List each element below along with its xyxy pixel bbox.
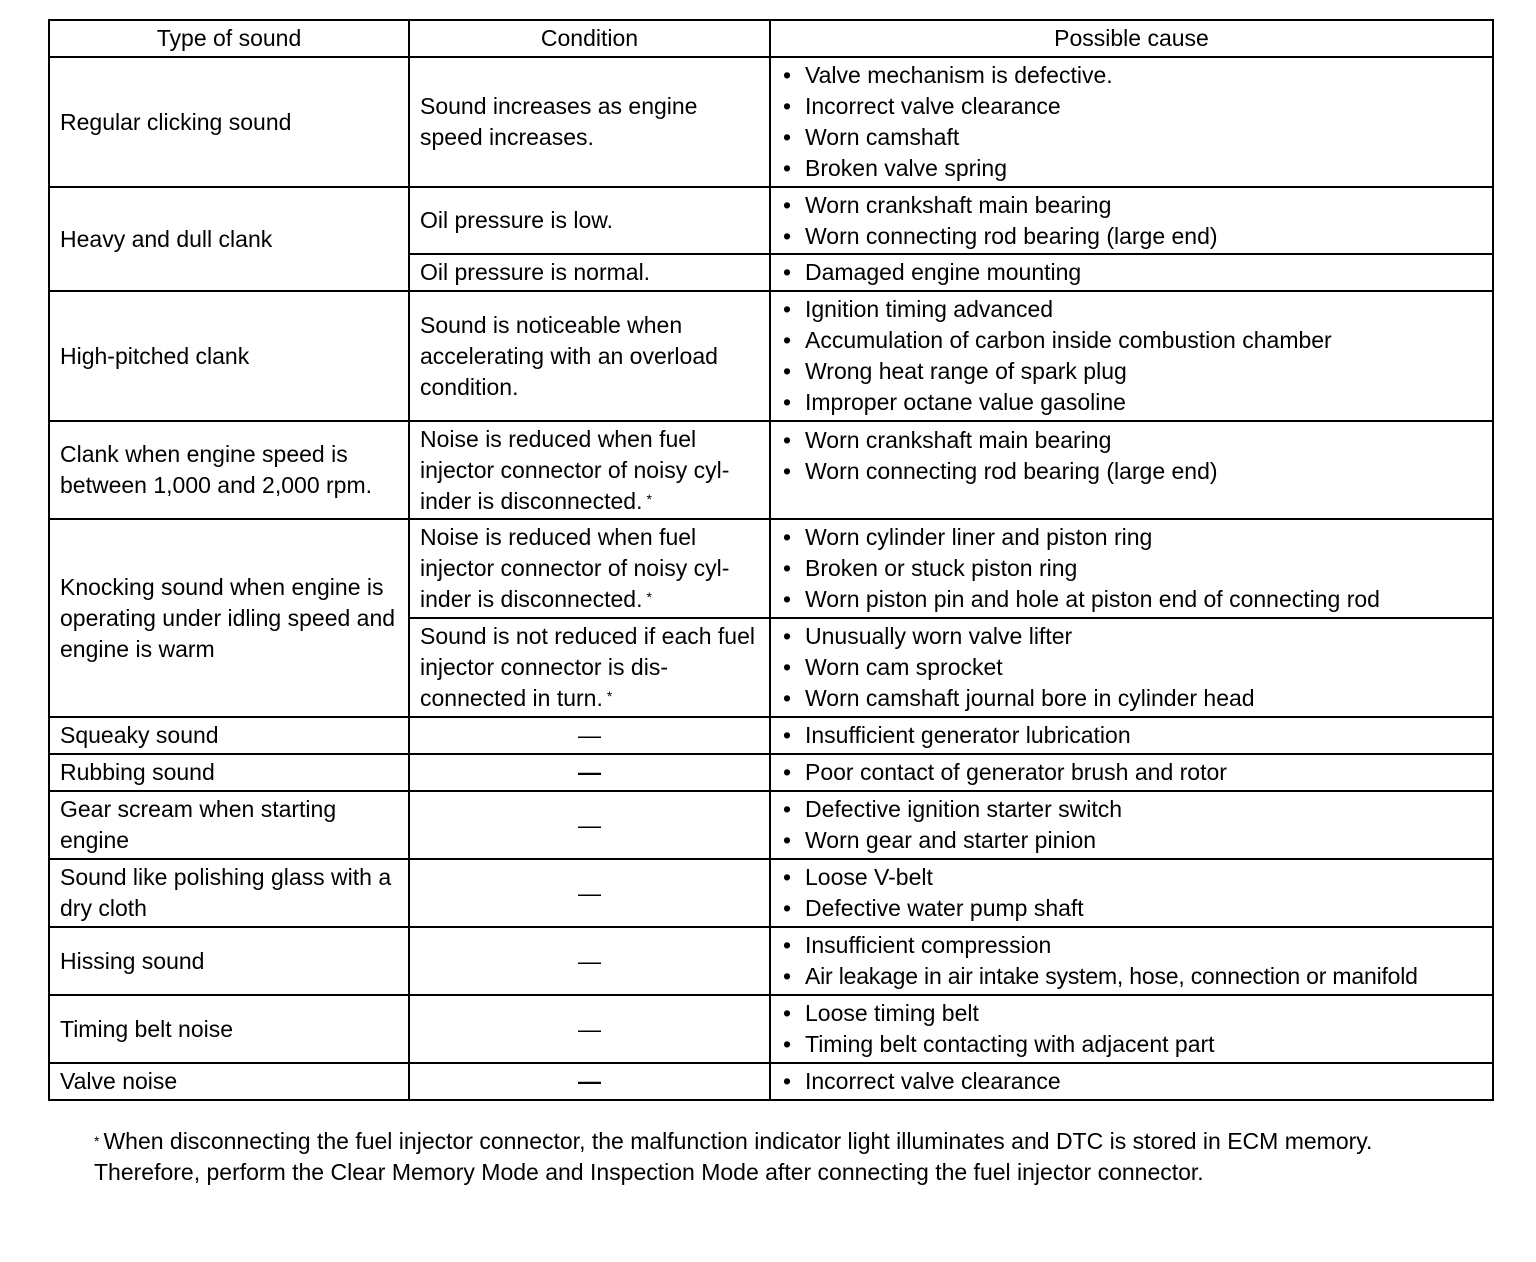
cause-cell [770,291,1493,421]
cause-item: • Worn camshaft [781,122,1482,153]
sound-type-cell: Gear scream when starting engine [49,791,409,859]
cause-item: • Worn piston pin and hole at piston end of connecting rod [781,584,1482,615]
condition-cell: Oil pressure is normal. [409,254,770,291]
cause-cell [770,859,1493,927]
table-row [49,754,1493,791]
cause-cell [770,187,1493,254]
bullet-icon: • [783,62,792,88]
condition-cell: — [409,927,770,995]
condition-cell [409,57,770,187]
condition-cell: — [409,717,770,754]
bullet-icon: • [783,259,792,285]
bullet-icon: • [783,389,792,415]
condition-cell: — [409,791,770,859]
footnote-marker: * [646,589,652,605]
sound-type-cell: Knocking sound when engine is operating under idling speed and engine is warm [49,519,409,717]
bullet-icon: • [783,1031,792,1057]
cause-item: • Loose V-belt [781,862,1482,893]
cause-list [781,425,1482,487]
sound-type-cell: Valve noise [49,1063,409,1100]
cause-item: • Incorrect valve clearance [781,91,1482,122]
footnote-line-2: Therefore, perform the Clear Memory Mode and Inspection Mode after connecting the fuel injector connector. [94,1159,1204,1185]
cause-item: • Insufficient generator lubrication [781,720,1482,751]
cause-item: • Broken or stuck piston ring [781,553,1482,584]
cause-item: • Defective ignition starter switch [781,794,1482,825]
sound-type-cell: Rubbing sound [49,754,409,791]
cause-list [781,720,1482,751]
sound-type-cell: Hissing sound [49,927,409,995]
bullet-icon: • [783,586,792,612]
sound-type-cell: Heavy and dull clank [49,187,409,291]
cause-cell [770,1063,1493,1100]
table-row [49,1063,1493,1100]
condition-cell: Sound is noticeable when accelerating with an overload condition. [409,291,770,421]
cause-cell [770,421,1493,519]
cause-list [781,930,1488,992]
cause-item: • Air leakage in air intake system, hose, connection or manifold [781,961,1488,992]
bullet-icon: • [783,796,792,822]
bullet-icon: • [783,895,792,921]
cause-list [781,190,1482,252]
cause-list [781,621,1482,714]
bullet-icon: • [783,654,792,680]
condition-cell: Oil pressure is low. [409,187,770,254]
bullet-icon: • [783,1000,792,1026]
cause-list [781,757,1482,788]
bullet-icon: • [783,427,792,453]
table-row [49,859,1493,927]
footnote-marker: * [646,490,652,507]
header-condition: Condition [409,20,770,57]
cause-cell [770,927,1493,995]
bullet-icon: • [783,864,792,890]
cause-item: • Insufficient compression [781,930,1488,961]
bullet-icon: • [783,827,792,853]
bullet-icon: • [783,963,791,989]
condition-text: Sound increases as engine speed increases. [420,93,698,150]
cause-item: • Defective water pump shaft [781,893,1482,924]
cause-item: • Worn crankshaft main bearing [781,425,1482,456]
footnote-marker: * [94,1133,100,1149]
cause-item: • Timing belt contacting with adjacent part [781,1029,1482,1060]
cause-item: • Worn camshaft journal bore in cylinder head [781,683,1482,714]
bullet-icon: • [783,759,792,785]
cause-item: • Unusually worn valve lifter [781,621,1482,652]
cause-cell [770,254,1493,291]
table-row [49,927,1493,995]
header-possible-cause: Possible cause [770,20,1493,57]
table-row [49,187,1493,254]
condition-cell [409,519,770,618]
cause-item: • Wrong heat range of spark plug [781,356,1482,387]
bullet-icon: • [783,93,792,119]
bullet-icon: • [783,327,792,353]
condition-text: Noise is reduced when fuel injector connector of noisy cyl-inder is disconnected. [420,524,730,612]
cause-item: • Poor contact of generator brush and rotor [781,757,1482,788]
condition-cell: — [409,1063,770,1100]
table-row [49,791,1493,859]
abnormal-noise-table [48,19,1494,1101]
cause-item: • Incorrect valve clearance [781,1066,1482,1097]
cause-list [781,294,1482,418]
footnote-marker: * [606,688,613,704]
sound-type-cell: Sound like polishing glass with a dry cloth [49,859,409,927]
sound-type-cell: Clank when engine speed is between 1,000 and 2,000 rpm. [49,421,409,519]
bullet-icon: • [783,458,792,484]
footnote-text-1: When disconnecting the fuel injector connector, the malfunction indicator light illuminates and DTC is stored in ECM memory. [103,1128,1373,1154]
table-row [49,717,1493,754]
bullet-icon: • [783,555,792,581]
cause-cell [770,618,1493,717]
cause-item: • Worn cam sprocket [781,652,1482,683]
bullet-icon: • [783,124,792,150]
cause-item: • Worn connecting rod bearing (large end) [781,221,1482,252]
sound-type-cell: High-pitched clank [49,291,409,421]
cause-cell [770,519,1493,618]
sound-type-cell: Timing belt noise [49,995,409,1063]
cause-list [781,862,1482,924]
bullet-icon: • [783,222,792,249]
footnote [94,1126,1514,1188]
cause-list [781,522,1482,615]
cause-list [781,794,1482,856]
condition-cell [409,421,770,519]
cause-list [781,998,1482,1060]
cause-cell [770,57,1493,187]
condition-cell: — [409,995,770,1063]
bullet-icon: • [783,722,792,748]
table-row [49,995,1493,1063]
bullet-icon: • [783,155,792,181]
abnormal-noise-table-sheet [48,19,1492,1101]
cause-item: • Broken valve spring [781,153,1482,184]
bullet-icon: • [783,685,792,711]
bullet-icon: • [783,296,792,322]
bullet-icon: • [783,191,792,218]
sound-type-cell: Squeaky sound [49,717,409,754]
cause-item: • Loose timing belt [781,998,1482,1029]
bullet-icon: • [783,358,792,384]
cause-item: • Worn cylinder liner and piston ring [781,522,1482,553]
condition-cell [409,618,770,717]
table-row [49,291,1493,421]
cause-list [781,257,1482,288]
cause-cell [770,995,1493,1063]
table-header-row [49,20,1493,57]
cause-item: • Damaged engine mounting [781,257,1482,288]
cause-item: • Worn connecting rod bearing (large end) [781,456,1482,487]
table-row [49,519,1493,618]
condition-cell: — [409,859,770,927]
cause-cell [770,791,1493,859]
bullet-icon: • [783,932,792,958]
cause-cell [770,754,1493,791]
footnote-line-1 [94,1126,1514,1157]
bullet-icon: • [783,524,792,550]
cause-item: • Valve mechanism is defective. [781,60,1482,91]
condition-text: Noise is reduced when fuel injector connector of noisy cyl-inder is disconnected. [420,425,730,514]
bullet-icon: • [783,623,792,649]
cause-list [781,1066,1482,1097]
condition-text: Sound is not reduced if each fuel injector connector is dis-connected in turn. [420,623,756,711]
table-row [49,57,1493,187]
cause-cell [770,717,1493,754]
cause-list [781,60,1482,184]
cause-item: • Ignition timing advanced [781,294,1482,325]
header-type-of-sound: Type of sound [49,20,409,57]
bullet-icon: • [783,1068,792,1094]
cause-item: • Improper octane value gasoline [781,387,1482,418]
cause-item: • Worn gear and starter pinion [781,825,1482,856]
condition-cell: — [409,754,770,791]
cause-item: • Worn crankshaft main bearing [781,190,1482,221]
table-row [49,421,1493,519]
cause-item: • Accumulation of carbon inside combustion chamber [781,325,1482,356]
sound-type-cell: Regular clicking sound [49,57,409,187]
